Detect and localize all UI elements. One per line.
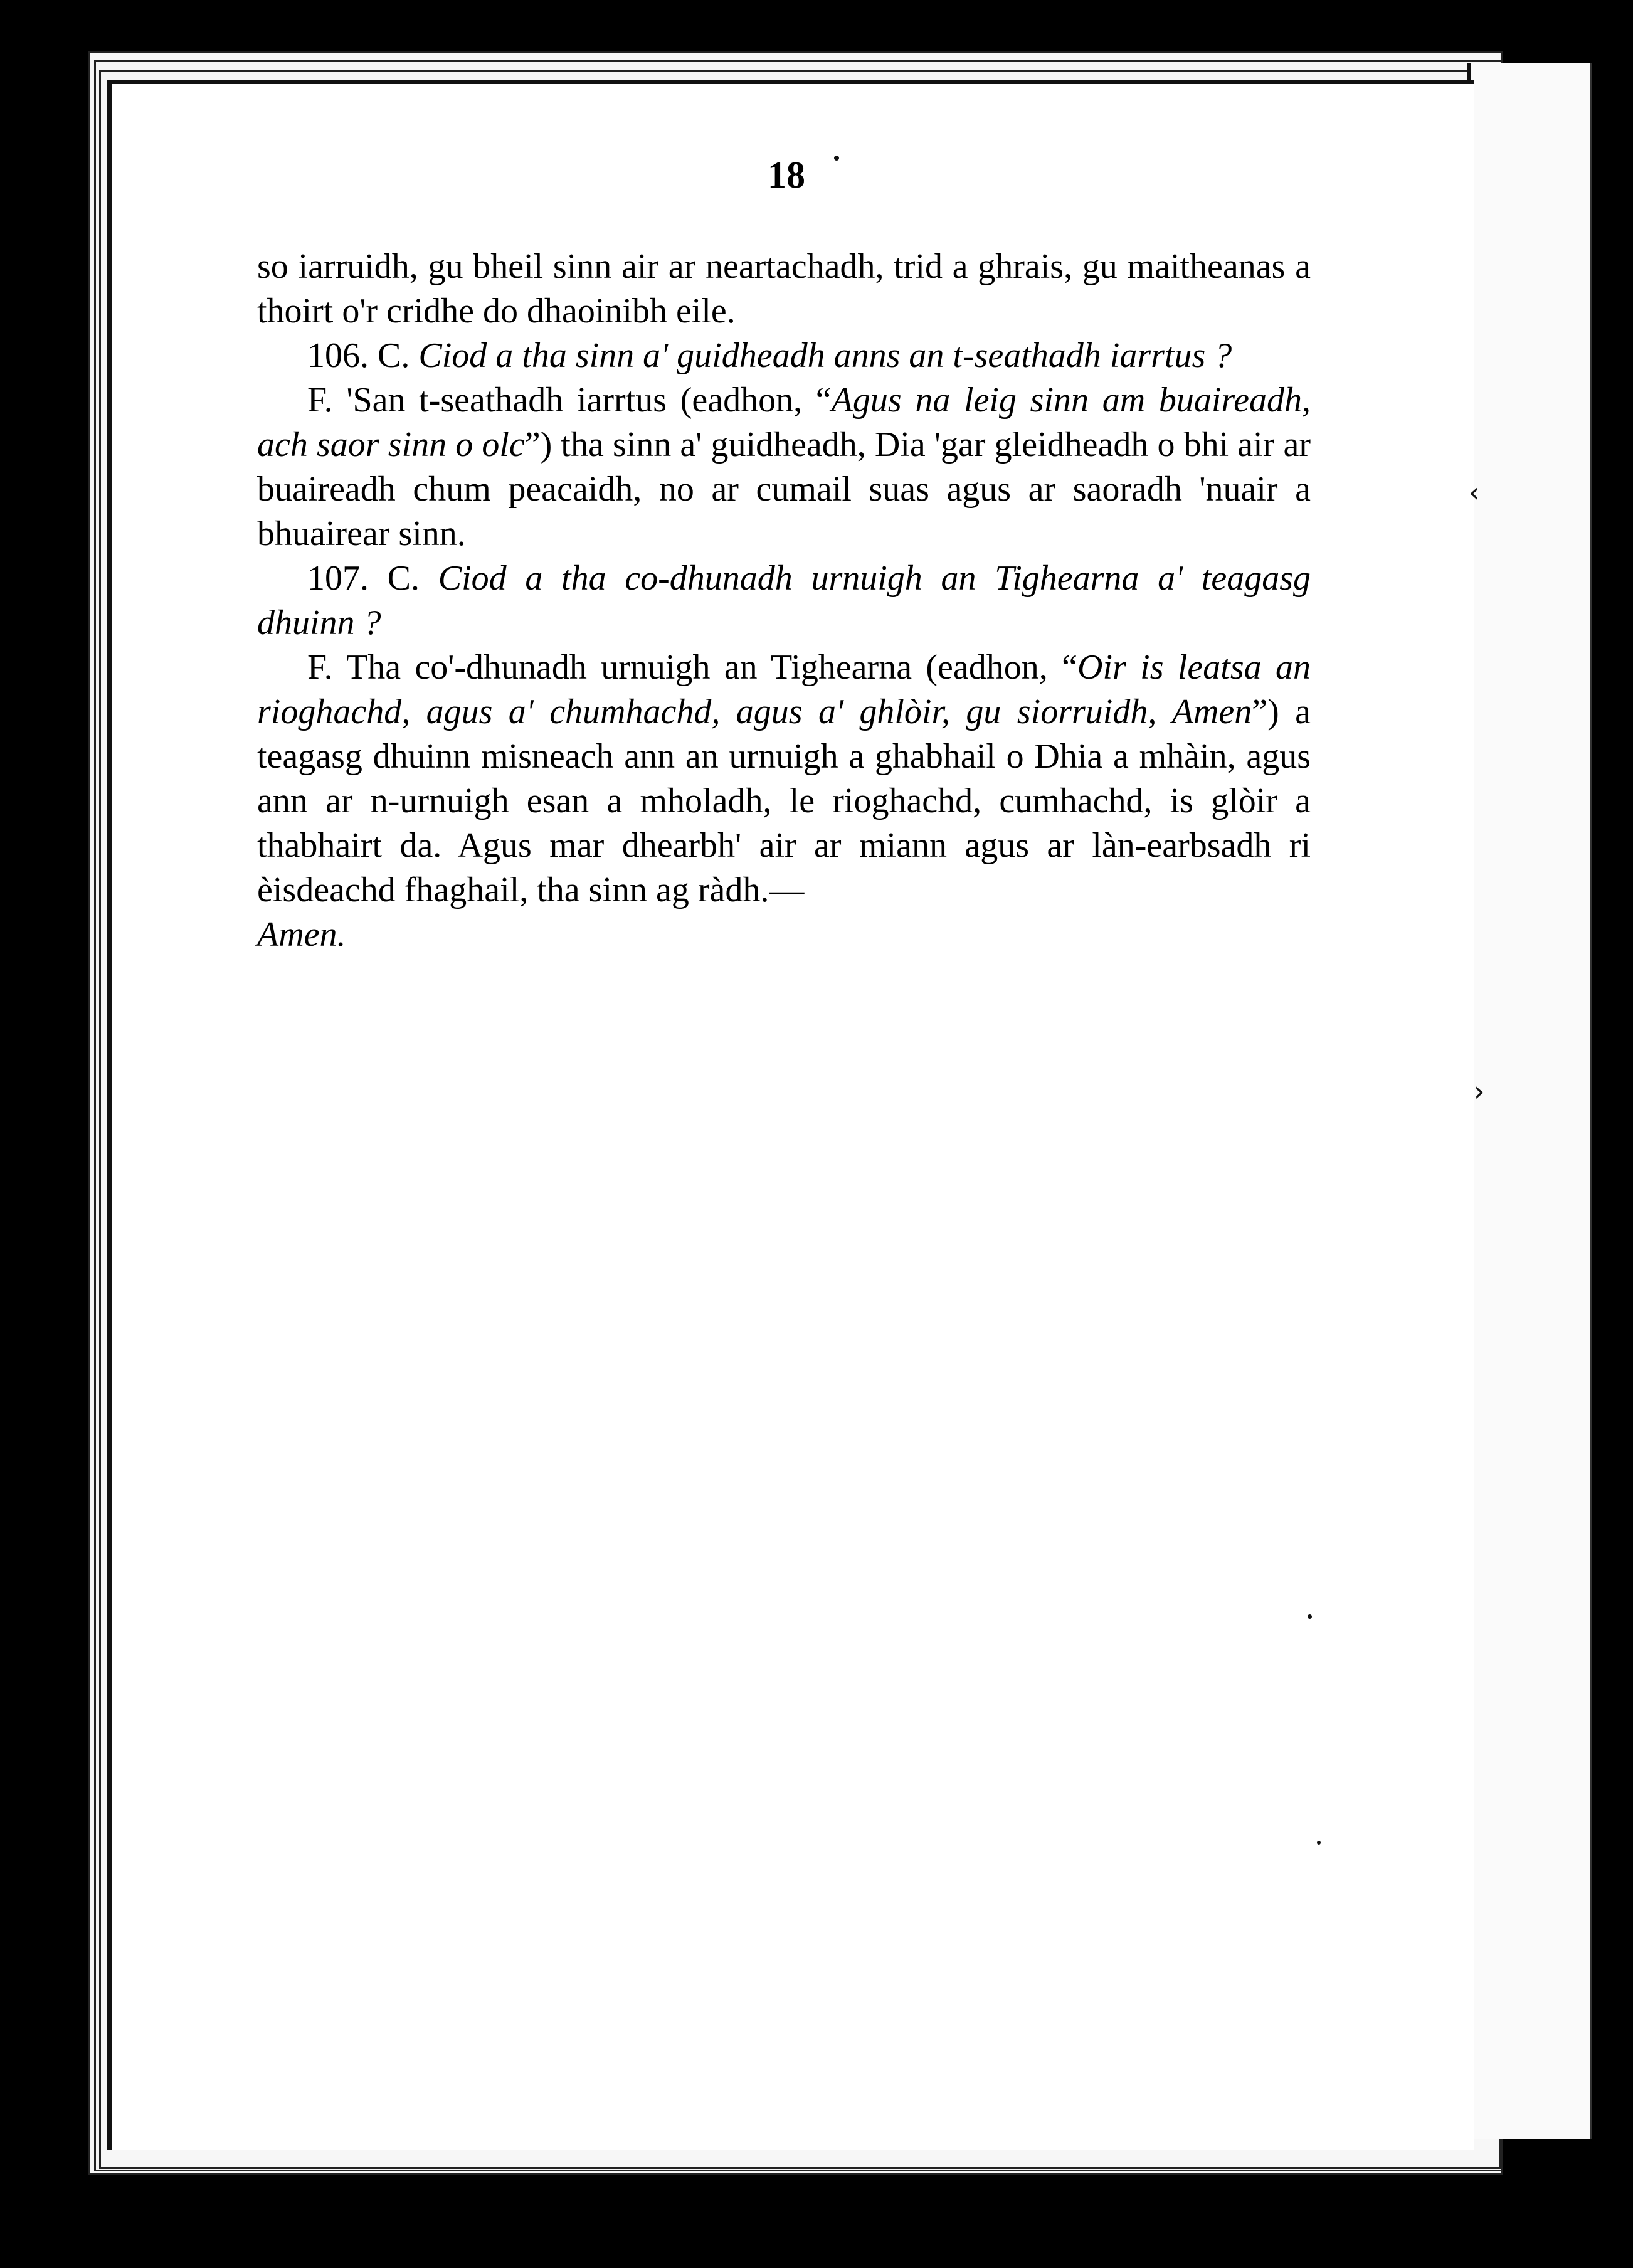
question-106	[257, 334, 1311, 378]
question-text: Ciod a tha co-dhunadh urnuigh an Tighearna a' teagasg dhuinn ?	[257, 559, 1311, 642]
question-text: Ciod a tha sinn a' guidheadh anns an t-seathadh iarrtus ?	[418, 336, 1232, 375]
closing-text: Amen.	[257, 915, 346, 954]
scan-speck	[834, 156, 839, 161]
continuation-text: so iarruidh, gu bheil sinn air ar neartachadh, trid a ghrais, gu maitheanas a thoirt o'r cridhe do dhaoinibh eile.	[257, 247, 1311, 331]
question-number: 106. C.	[307, 336, 410, 375]
answer-rest: ”) tha sinn a' guidheadh, Dia 'gar gleidheadh o bhi air ar buaireadh chum peacaidh, no ar cumail suas agus ar saoradh 'nuair a bhuairear sinn.	[257, 425, 1311, 553]
answer-quote: Oir is leatsa an rioghachd, agus a' chumhachd, agus a' ghlòir, gu siorruidh, Amen	[257, 648, 1311, 731]
closing-line	[257, 913, 1311, 957]
answer-lead: F. Tha co'-dhunadh urnuigh an Tighearna (eadhon, “	[307, 648, 1077, 687]
scan-speck	[1308, 1614, 1312, 1619]
answer-lead: F. 'San t-seathadh iarrtus (eadhon, “	[307, 381, 832, 420]
question-107	[257, 556, 1311, 645]
answer-rest: ”) a teagasg dhuinn misneach ann an urnuigh a ghabhail o Dhia a mhàin, agus ann ar n-urnuigh esan a mholadh, le rioghachd, cumhachd, is glòir a thabhairt da. Agus mar dhearbh' air ar miann agus ar làn-earbsadh ri èisdeachd fhaghail, tha sinn ag ràdh.—	[257, 692, 1311, 909]
answer-107	[257, 645, 1311, 913]
margin-mark-icon: ›	[1474, 1076, 1485, 1108]
answer-quote: Agus na leig sinn am buaireadh, ach saor sinn o olc	[257, 381, 1311, 464]
margin-mark-icon: ‹	[1469, 477, 1480, 509]
page-body	[257, 245, 1311, 957]
page-number: 18	[768, 154, 805, 196]
facing-page-edge	[1467, 63, 1592, 2139]
question-number: 107. C.	[307, 559, 420, 598]
paragraph-continuation	[257, 245, 1311, 334]
answer-106	[257, 378, 1311, 556]
scan-speck	[1317, 1841, 1321, 1845]
